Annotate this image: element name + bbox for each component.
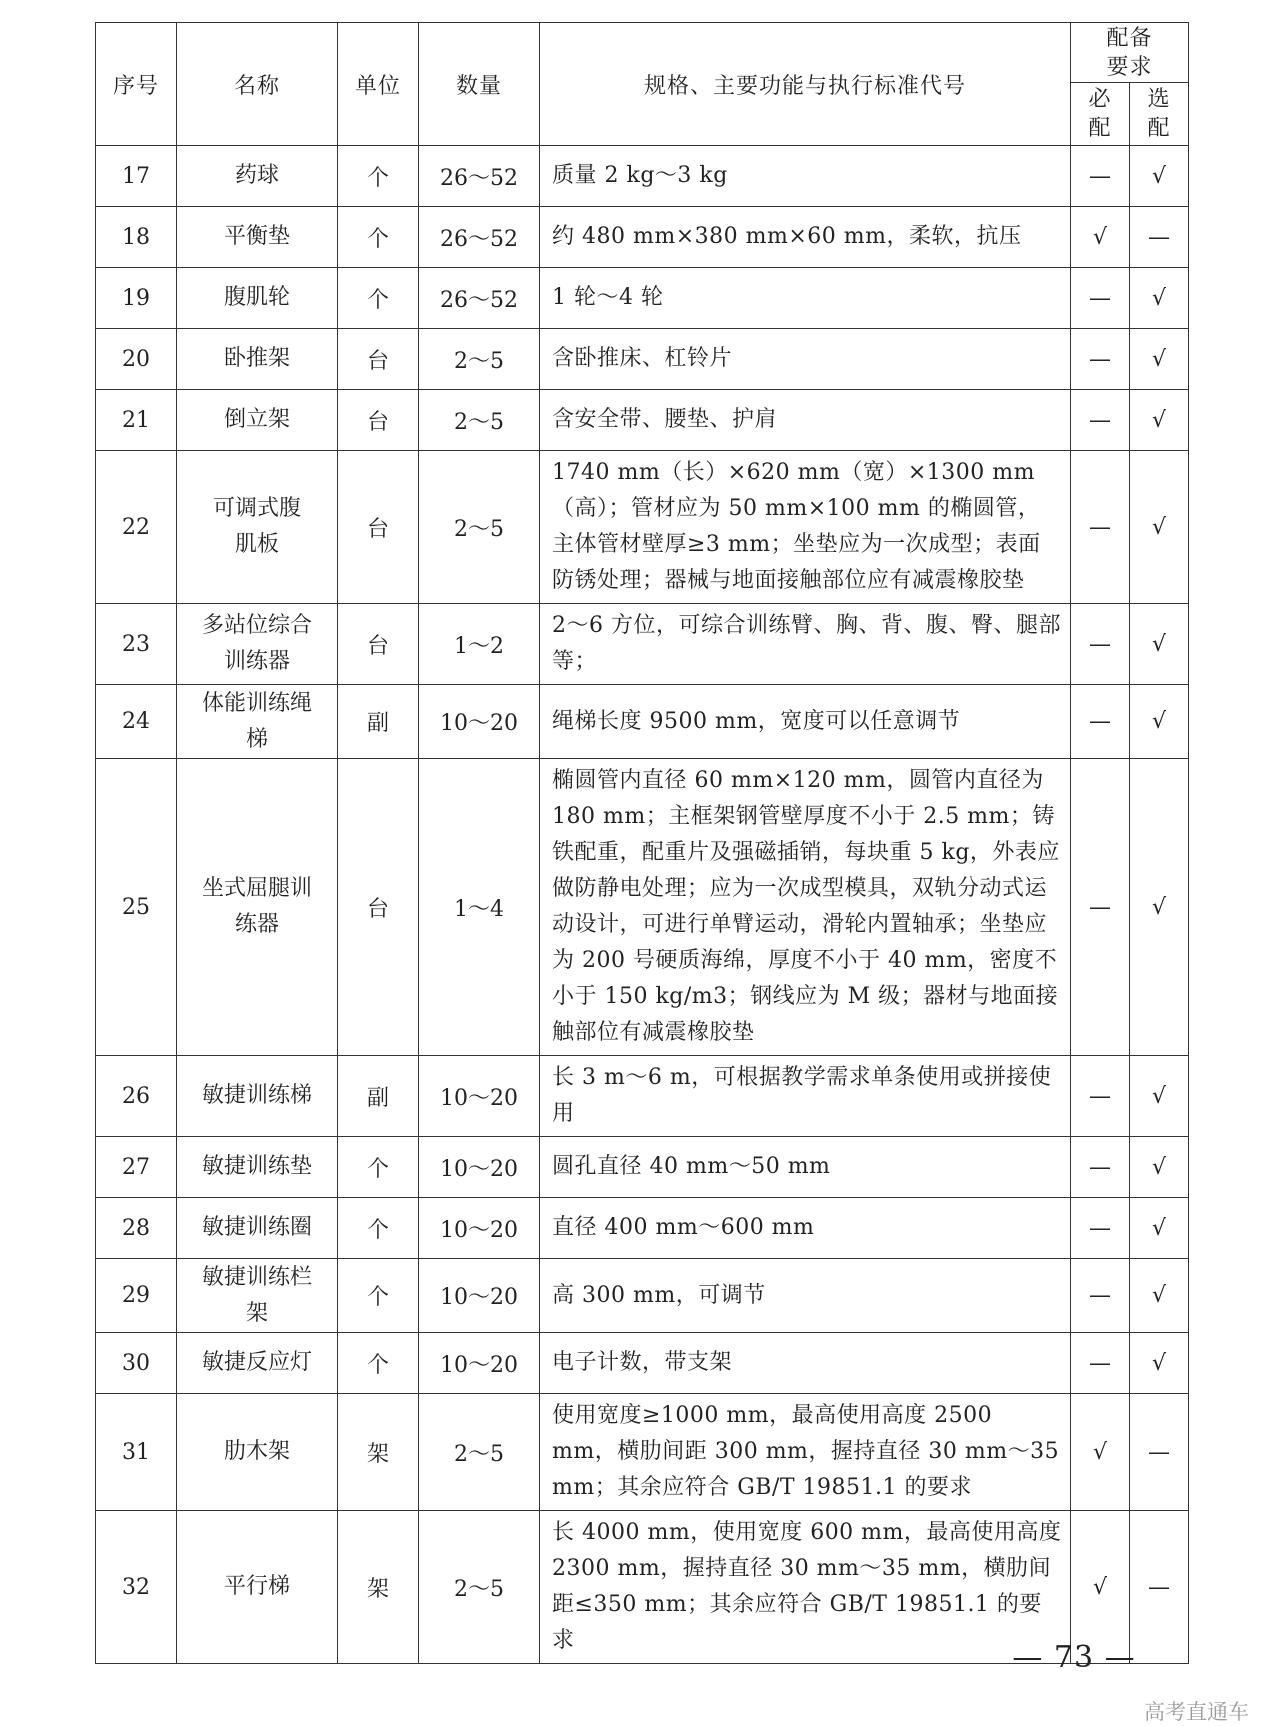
cell-qty: 2～5	[419, 390, 540, 451]
page-number: — 73 —	[1012, 1640, 1136, 1675]
cell-seq: 18	[96, 207, 177, 268]
cell-unit: 台	[338, 759, 419, 1056]
cell-required: √	[1071, 1394, 1130, 1511]
header-seq: 序号	[96, 23, 177, 146]
cell-seq: 31	[96, 1394, 177, 1511]
cell-seq: 20	[96, 329, 177, 390]
cell-required: —	[1071, 1333, 1130, 1394]
cell-qty: 1～4	[419, 759, 540, 1056]
cell-spec: 使用宽度≥1000 mm，最高使用高度 2500 mm，横肋间距 300 mm，握持直径 30 mm～35 mm；其余应符合 GB/T 19851.1 的要求	[540, 1394, 1071, 1511]
cell-seq: 22	[96, 451, 177, 604]
cell-required: —	[1071, 451, 1130, 604]
cell-spec: 直径 400 mm～600 mm	[540, 1198, 1071, 1259]
cell-required: √	[1071, 207, 1130, 268]
cell-name: 可调式腹肌板	[212, 496, 301, 557]
cell-seq: 27	[96, 1137, 177, 1198]
cell-name: 体能训练绳梯	[202, 690, 313, 752]
cell-unit: 架	[338, 1511, 419, 1664]
table-row	[96, 1198, 1189, 1259]
table-row	[96, 1333, 1189, 1394]
cell-optional: √	[1130, 329, 1189, 390]
cell-seq: 30	[96, 1333, 177, 1394]
cell-optional: √	[1130, 1056, 1189, 1137]
table-row	[96, 329, 1189, 390]
cell-unit: 副	[338, 685, 419, 759]
cell-optional: √	[1130, 268, 1189, 329]
table-row	[96, 1394, 1189, 1511]
cell-seq: 32	[96, 1511, 177, 1664]
cell-optional: √	[1130, 451, 1189, 604]
cell-spec: 含安全带、腰垫、护肩	[540, 390, 1071, 451]
equipment-spec-table	[95, 22, 1189, 1664]
cell-optional: √	[1130, 759, 1189, 1056]
cell-qty: 10～20	[419, 685, 540, 759]
cell-optional: √	[1130, 1198, 1189, 1259]
table-row	[96, 1259, 1189, 1333]
cell-seq: 23	[96, 604, 177, 685]
cell-required: —	[1071, 329, 1130, 390]
cell-optional: √	[1130, 1259, 1189, 1333]
cell-unit: 架	[338, 1394, 419, 1511]
table-body	[96, 146, 1189, 1664]
cell-name: 敏捷训练垫	[177, 1137, 338, 1198]
cell-optional: √	[1130, 390, 1189, 451]
cell-required: —	[1071, 146, 1130, 207]
cell-name: 平衡垫	[177, 207, 338, 268]
cell-qty: 26～52	[419, 146, 540, 207]
cell-name: 药球	[177, 146, 338, 207]
cell-unit: 台	[338, 604, 419, 685]
cell-spec: 椭圆管内直径 60 mm×120 mm，圆管内直径为 180 mm；主框架钢管壁厚度不小于 2.5 mm；铸铁配重，配重片及强磁插销，每块重 5 kg，外表应做防静电处理；应为一次成型模具，双轨分动式运动设计，可进行单臂运动，滑轮内置轴承；坐垫应为 200 号硬质海绵，厚度不小于 40 mm，密度不小于 150 kg/m3；钢线应为 M 级；器材与地面接触部位有减震橡胶垫	[540, 759, 1071, 1056]
cell-name: 多站位综合训练器	[201, 613, 312, 674]
cell-optional: √	[1130, 1333, 1189, 1394]
cell-qty: 10～20	[419, 1137, 540, 1198]
table-row	[96, 451, 1189, 604]
cell-spec: 1 轮～4 轮	[540, 268, 1071, 329]
cell-name: 平行梯	[177, 1511, 338, 1664]
cell-spec: 约 480 mm×380 mm×60 mm，柔软，抗压	[540, 207, 1071, 268]
header-requirement: 配备要求	[1106, 25, 1153, 80]
table-row	[96, 207, 1189, 268]
cell-name: 敏捷训练栏架	[202, 1264, 313, 1326]
header-required: 必配	[1088, 87, 1112, 141]
cell-name: 敏捷反应灯	[177, 1333, 338, 1394]
table-row	[96, 268, 1189, 329]
cell-qty: 10～20	[419, 1056, 540, 1137]
table-row	[96, 759, 1189, 1056]
cell-seq: 21	[96, 390, 177, 451]
table-row	[96, 685, 1189, 759]
cell-seq: 28	[96, 1198, 177, 1259]
header-name: 名称	[177, 23, 338, 146]
table-row	[96, 604, 1189, 685]
cell-qty: 1～2	[419, 604, 540, 685]
header-unit: 单位	[338, 23, 419, 146]
cell-optional: √	[1130, 1137, 1189, 1198]
cell-optional: —	[1130, 1511, 1189, 1664]
cell-required: —	[1071, 1056, 1130, 1137]
cell-required: —	[1071, 759, 1130, 1056]
header-spec: 规格、主要功能与执行标准代号	[540, 23, 1071, 146]
cell-spec: 质量 2 kg～3 kg	[540, 146, 1071, 207]
cell-spec: 1740 mm（长）×620 mm（宽）×1300 mm（高）；管材应为 50 mm×100 mm 的椭圆管，主体管材壁厚≥3 mm；坐垫应为一次成型；表面防锈处理；器械与地面接触部位应有减震橡胶垫	[540, 451, 1071, 604]
cell-unit: 个	[338, 1198, 419, 1259]
cell-spec: 高 300 mm，可调节	[540, 1259, 1071, 1333]
cell-qty: 26～52	[419, 207, 540, 268]
cell-unit: 台	[338, 329, 419, 390]
cell-spec: 长 3 m～6 m，可根据教学需求单条使用或拼接使用	[540, 1056, 1071, 1137]
cell-qty: 10～20	[419, 1259, 540, 1333]
cell-seq: 25	[96, 759, 177, 1056]
cell-spec: 含卧推床、杠铃片	[540, 329, 1071, 390]
cell-seq: 26	[96, 1056, 177, 1137]
cell-name: 腹肌轮	[177, 268, 338, 329]
table-row	[96, 1056, 1189, 1137]
cell-optional: —	[1130, 207, 1189, 268]
cell-seq: 24	[96, 685, 177, 759]
cell-unit: 个	[338, 1259, 419, 1333]
table-row	[96, 146, 1189, 207]
cell-qty: 2～5	[419, 1511, 540, 1664]
cell-name: 敏捷训练圈	[177, 1198, 338, 1259]
cell-qty: 26～52	[419, 268, 540, 329]
cell-seq: 19	[96, 268, 177, 329]
cell-optional: √	[1130, 604, 1189, 685]
cell-seq: 29	[96, 1259, 177, 1333]
cell-spec: 绳梯长度 9500 mm，宽度可以任意调节	[540, 685, 1071, 759]
cell-name: 肋木架	[177, 1394, 338, 1511]
cell-unit: 台	[338, 451, 419, 604]
cell-unit: 副	[338, 1056, 419, 1137]
cell-name: 倒立架	[177, 390, 338, 451]
cell-unit: 台	[338, 390, 419, 451]
cell-required: √	[1071, 1511, 1130, 1664]
watermark: 高考直通车	[1144, 1700, 1249, 1724]
cell-qty: 2～5	[419, 1394, 540, 1511]
cell-name: 坐式屈腿训练器	[202, 876, 313, 937]
cell-unit: 个	[338, 268, 419, 329]
header-optional: 选配	[1147, 87, 1171, 141]
header-qty: 数量	[419, 23, 540, 146]
cell-spec: 长 4000 mm，使用宽度 600 mm，最高使用高度 2300 mm，握持直径 30 mm～35 mm，横肋间距≤350 mm；其余应符合 GB/T 19851.1 的要求	[540, 1511, 1071, 1664]
cell-qty: 2～5	[419, 329, 540, 390]
cell-required: —	[1071, 685, 1130, 759]
cell-required: —	[1071, 1259, 1130, 1333]
table-row	[96, 390, 1189, 451]
cell-required: —	[1071, 268, 1130, 329]
cell-required: —	[1071, 1198, 1130, 1259]
cell-unit: 个	[338, 146, 419, 207]
cell-name: 敏捷训练梯	[177, 1056, 338, 1137]
cell-qty: 10～20	[419, 1198, 540, 1259]
cell-spec: 2～6 方位，可综合训练臂、胸、背、腹、臀、腿部等；	[540, 604, 1071, 685]
cell-seq: 17	[96, 146, 177, 207]
cell-required: —	[1071, 604, 1130, 685]
cell-unit: 个	[338, 207, 419, 268]
table-row	[96, 1137, 1189, 1198]
cell-qty: 10～20	[419, 1333, 540, 1394]
cell-unit: 个	[338, 1333, 419, 1394]
cell-unit: 个	[338, 1137, 419, 1198]
cell-spec: 圆孔直径 40 mm～50 mm	[540, 1137, 1071, 1198]
cell-optional: √	[1130, 146, 1189, 207]
cell-spec: 电子计数，带支架	[540, 1333, 1071, 1394]
cell-required: —	[1071, 1137, 1130, 1198]
cell-required: —	[1071, 390, 1130, 451]
cell-name: 卧推架	[177, 329, 338, 390]
cell-optional: √	[1130, 685, 1189, 759]
cell-optional: —	[1130, 1394, 1189, 1511]
cell-qty: 2～5	[419, 451, 540, 604]
